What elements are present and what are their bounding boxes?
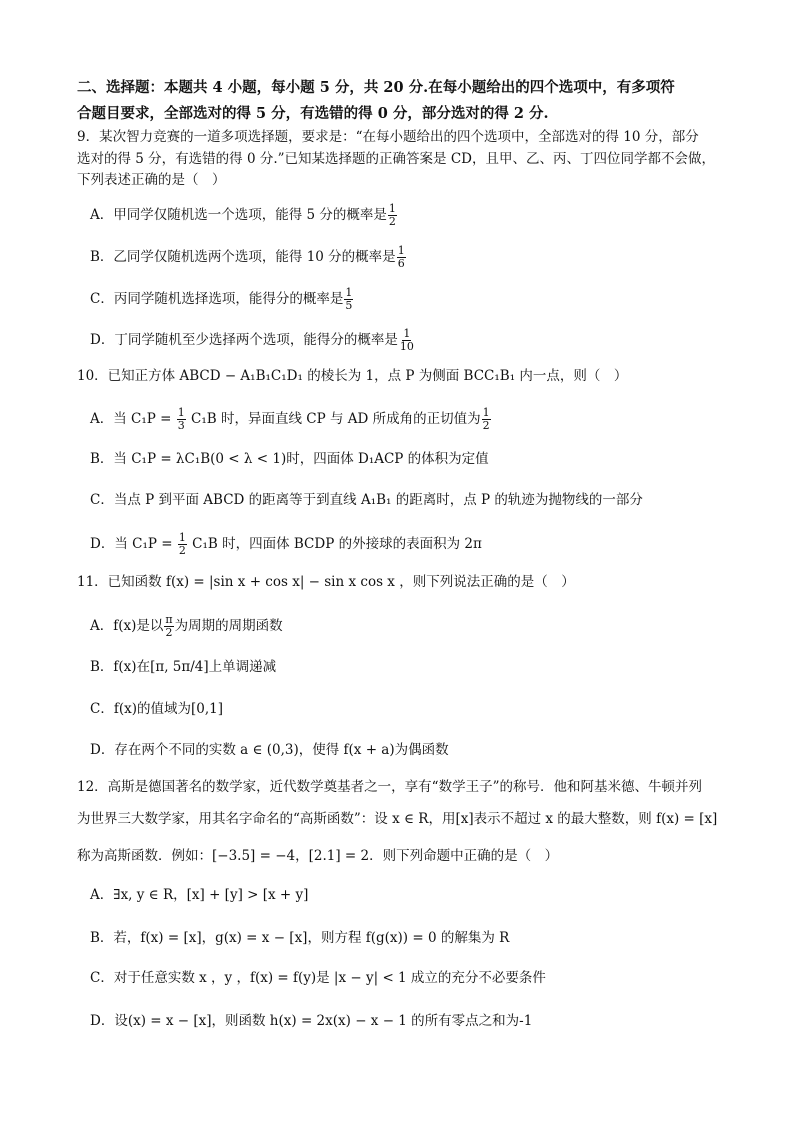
q12-stem-line3: 称为高斯函数．例如：[−3.5] = −4，[2.1] = 2．则下列命题中正确的是（ ） — [77, 848, 559, 864]
q12-option-d: D．设(x) = x − [x]，则函数 h(x) = 2x(x) − x − 1 的所有零点之和为-1 — [90, 1013, 533, 1029]
q9-stem-line3: 下列表述正确的是（ ） — [77, 172, 226, 188]
q9-option-b — [90, 245, 754, 270]
q10-option-c: C．当点 P 到平面 ABCD 的距离等于到直线 A₁B₁ 的距离时，点 P 的轨迹为抛物线的一部分 — [90, 492, 643, 508]
q9-option-a-text: A．甲同学仅随机选一个选项，能得 5 分的概率是 — [90, 207, 387, 223]
q9-option-b-fraction: $\frac{1}{6}$ — [397, 244, 405, 270]
q9-stem-line1: 9．某次智力竞赛的一道多项选择题，要求是：“在每小题给出的四个选项中，全部选对的得 10 分，部分 — [77, 129, 699, 145]
q9-option-a-fraction: $\frac{1}{2}$ — [388, 202, 396, 228]
q9-option-c-fraction: $\frac{1}{5}$ — [345, 286, 353, 312]
q10-option-d: D．当 C₁P = $\frac{1}{2}$ C₁B 时，四面体 BCDP 的外接球的表面积为 2π — [90, 531, 482, 557]
q9-option-a — [90, 203, 754, 228]
q12-option-b: B．若，f(x) = [x]，g(x) = x − [x]，则方程 f(g(x)) = 0 的解集为 R — [90, 930, 510, 946]
q9-option-d-text: D．丁同学随机至少选择两个选项，能得分的概率是 — [90, 332, 398, 348]
q12-stem-line2: 为世界三大数学家，用其名字命名的“高斯函数”：设 x ∈ R，用[x]表示不超过 x 的最大整数，则 f(x) = [x] — [77, 811, 718, 827]
q11-option-b: B．f(x)在[π, 5π/4]上单调递减 — [90, 659, 277, 675]
q12-option-c: C．对于任意实数 x ，y ，f(x) = f(y)是 |x − y| < 1 成立的充分不必要条件 — [90, 970, 546, 986]
q12-stem-line1: 12．高斯是德国著名的数学家，近代数学奠基者之一，享有“数学王子”的称号．他和阿基米德、牛顿并列 — [77, 779, 702, 795]
section-heading-line2: 合题目要求，全部选对的得 5 分，有选错的得 0 分，部分选对的得 2 分. — [77, 105, 549, 122]
q10-option-b: B．当 C₁P = λC₁B(0 < λ < 1)时，四面体 D₁ACP 的体积为定值 — [90, 451, 489, 467]
q11-stem: 11．已知函数 f(x) = |sin x + cos x| − sin x cos x ，则下列说法正确的是（ ） — [77, 574, 575, 590]
section-heading-line1: 二、选择题：本题共 4 小题，每小题 5 分，共 20 分.在每小题给出的四个选项中，有多项符 — [77, 79, 675, 96]
q9-option-d — [90, 328, 754, 353]
q11-option-c: C．f(x)的值域为[0,1] — [90, 701, 223, 717]
q9-stem-line2: 选对的得 5 分，有选错的得 0 分.”已知某选择题的正确答案是 CD，且甲、乙、丙、丁四位同学都不会做， — [77, 151, 715, 167]
q11-option-d: D．存在两个不同的实数 a ∈ (0,3)，使得 f(x + a)为偶函数 — [90, 742, 449, 758]
q12-option-a: A．∃x, y ∈ R，[x] + [y] > [x + y] — [90, 887, 309, 903]
q10-stem: 10．已知正方体 ABCD − A₁B₁C₁D₁ 的棱长为 1，点 P 为侧面 BCC₁B₁ 内一点，则（ ） — [77, 368, 628, 384]
q9-option-d-fraction: $\frac{1}{10}$ — [399, 327, 414, 353]
q11-option-a: A．f(x)是以 $\frac{\pi}{2}$ 为周期的周期函数 — [90, 613, 283, 639]
q9-option-b-text: B．乙同学仅随机选两个选项，能得 10 分的概率是 — [90, 249, 396, 265]
q9-option-c — [90, 287, 754, 312]
q9-option-c-text: C．丙同学随机选择选项，能得分的概率是 — [90, 291, 344, 307]
q10-option-a: A．当 C₁P = $\frac{1}{3}$ C₁B 时，异面直线 CP 与 AD 所成角的正切值为 $\frac{1}{2}$ — [90, 406, 490, 432]
